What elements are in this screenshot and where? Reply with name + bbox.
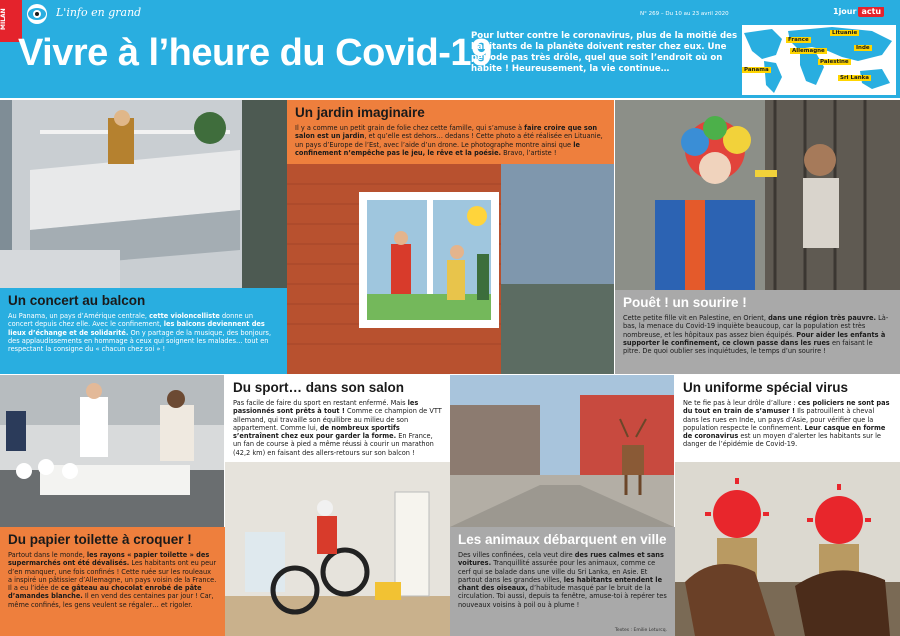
- map-label: Allemagne: [792, 48, 825, 54]
- section-body: Partout dans le monde, les rayons « papier toilette » des supermarchés ont été dévalisés. Les habitants ont eu peur d’en manquer, une fois confinés ! Cette ruée sur les rouleaux a inspiré un pâtissier d’Allemagne, un pays voisin de la France. Il a eu l’idée de ce gâteau au chocolat enrobé de pâte d’amandes blanche. Il en vend des centaines par jour ! Car, même confinés, les gens veulent se régaler… et rigoler.: [8, 551, 217, 609]
- section-title: Pouêt ! un sourire !: [623, 295, 747, 310]
- section-pouet: [615, 290, 900, 374]
- section-papier: [0, 527, 225, 636]
- photo-balcony-concert: [0, 100, 288, 288]
- section-animaux: [450, 527, 675, 636]
- map-label: Palestine: [820, 59, 849, 65]
- section-body: Cette petite fille vit en Palestine, en Orient, dans une région très pauvre. Là-bas, la menace du Covid-19 inquiète beaucoup, car la population est très nombreuse, et les hôpitaux pas assez bien équipés. Pour aider les enfants à supporter le confinement, ce clown passe dans les rues en faisant le pitre. De quoi oublier ses inquiétudes, le temps d’un sourire !: [623, 314, 889, 356]
- page-title: Vivre à l’heure du Covid-19: [18, 32, 492, 74]
- eye-icon: [22, 2, 52, 26]
- section-body: Il y a comme un petit grain de folie chez cette famille, qui s’amuse à faire croire que son salon est un jardin, et qu’elle est dehors… dedans ! Cette photo a été réalisée en Lituanie, un pays d’Europe de l’Est, avec l’aide d’un drone. Le photographe montre ainsi que le confinement n’empêche pas le jeu, le rêve et la poésie. Bravo, l’artiste !: [295, 124, 603, 157]
- photo-toilet-paper-cake: [0, 375, 224, 527]
- brand-part-1: 1jour: [833, 7, 857, 16]
- section-body: Au Panama, un pays d’Amérique centrale, cette violoncelliste donne un concert depuis chez elle. Avec le confinement, les balcons deviennent des lieux d’échange et de solidarité. On y partage de la musique, des bonjours, des applaudissements en hommage à ceux qui soignent les malades… tout en respectant la consigne du « chacun chez soi » !: [8, 312, 272, 354]
- map-label: France: [788, 37, 809, 43]
- photo-deer-street: [450, 375, 674, 527]
- section-sport: [225, 375, 450, 462]
- section-uniforme: [675, 375, 900, 462]
- kicker: L'info en grand: [56, 6, 142, 19]
- photo-virus-police: [675, 462, 900, 636]
- brand-logo: [833, 7, 893, 21]
- brand-part-2: actu: [858, 7, 884, 17]
- section-title: Un concert au balcon: [8, 293, 146, 308]
- section-body: Des villes confinées, cela veut dire des rues calmes et sans voitures. Tranquillité assurée pour les animaux, comme ce cerf qui se balade dans une ville du Sri Lanka, en Asie. Et partout dans les grandes villes, les habitants entendent le chant des oiseaux, d’habitude masqué par le bruit de la circulation. Toi aussi, depuis ta fenêtre, amuse-toi à repérer tes nouveaux voisins à poil ou à plume !: [458, 551, 667, 609]
- section-title: Les animaux débarquent en ville: [458, 532, 667, 547]
- section-concert: [0, 288, 287, 374]
- photo-clown: [615, 100, 900, 310]
- photo-imaginary-garden: [287, 164, 614, 374]
- map-label: Lituanie: [832, 30, 858, 36]
- section-body: Pas facile de faire du sport en restant enfermé. Mais les passionnés sont prêts à tout ! Comme ce champion de VTT allemand, qui travaille son équilibre au milieu de son appartement. Comme lui, de nombreux sportifs s’entraînent chez eux pour garder la forme. En France, un fan de course à pied a même réussi à courir un marathon (42,2 km) en faisant des allers-retours sur son balcon !: [233, 399, 442, 457]
- section-body: Ne te fie pas à leur drôle d’allure : ces policiers ne sont pas du tout en train de s’amuser ! Ils patrouillent à cheval dans les rues en Inde, un pays d’Asie, pour vérifier que la population respecte le confinement. Leur casque en forme de coronavirus est un moyen d’alerter les habitants sur le danger de l’épidémie de Covid-19.: [683, 399, 890, 449]
- map-label: Inde: [856, 45, 870, 51]
- section-tab: MILAN: [0, 0, 22, 42]
- issue-line: N° 269 – Du 10 au 23 avril 2020: [640, 11, 729, 17]
- map-label: Panama: [744, 67, 769, 73]
- section-title: Un uniforme spécial virus: [683, 380, 849, 395]
- author-signature: Textes : Emilie Leturcq.: [614, 628, 667, 633]
- world-map: [742, 25, 896, 95]
- section-title: Du papier toilette à croquer !: [8, 532, 192, 547]
- intro-text: Pour lutter contre le coronavirus, plus de la moitié des habitants de la planète doivent rester chez eux. Une période pas très drôle, quel que soit l’endroit où on habite ! Heureusement, la vie continue…: [471, 31, 738, 74]
- section-jardin: [287, 100, 614, 164]
- map-label: Sri Lanka: [840, 75, 869, 81]
- section-title: Un jardin imaginaire: [295, 105, 425, 120]
- section-title: Du sport… dans son salon: [233, 380, 405, 395]
- photo-bike-salon: [225, 462, 450, 636]
